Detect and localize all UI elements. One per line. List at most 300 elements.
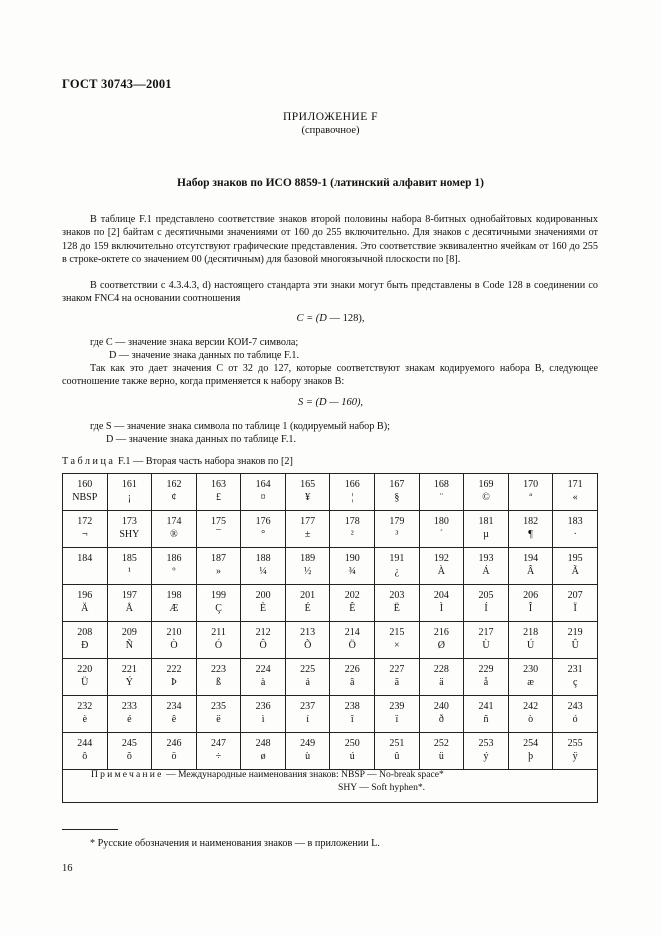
table-cell [152, 659, 197, 696]
char-glyph: ´ [439, 529, 444, 540]
char-glyph: ú [349, 751, 355, 762]
table-cell [196, 511, 241, 548]
char-code: 225 [300, 664, 316, 675]
char-code: 236 [255, 701, 271, 712]
char-glyph: ® [170, 529, 178, 540]
char-code: 182 [523, 516, 539, 527]
char-glyph: õ [126, 751, 132, 762]
char-code: 205 [478, 590, 494, 601]
char-glyph: ê [171, 714, 177, 725]
char-glyph: µ [483, 529, 489, 540]
table-cell [196, 696, 241, 733]
char-glyph: ì [261, 714, 265, 725]
char-code: 248 [255, 738, 271, 749]
char-code: 234 [166, 701, 182, 712]
char-code: 163 [211, 479, 227, 490]
table-row [63, 659, 598, 696]
char-code: 254 [523, 738, 539, 749]
char-glyph: Þ [171, 677, 177, 688]
table-caption-text: F.1 — Вторая часть набора знаков по [2] [115, 456, 293, 467]
char-glyph: Û [571, 640, 579, 651]
where-s: где S — значение знака символа по таблице 1 (кодируемый набор В); [90, 421, 390, 432]
char-glyph: à [260, 677, 266, 688]
table-cell [241, 659, 286, 696]
char-code: 178 [344, 516, 360, 527]
where-d2: D — значение знака данных по таблице F.1. [106, 434, 297, 445]
char-code: 170 [523, 479, 539, 490]
char-glyph: ¦ [351, 492, 354, 503]
table-cell [508, 511, 553, 548]
char-code: 179 [389, 516, 405, 527]
char-code: 232 [77, 701, 93, 712]
char-code: 228 [433, 664, 449, 675]
char-glyph: NBSP [72, 492, 98, 503]
table-cell [196, 659, 241, 696]
char-code: 183 [567, 516, 583, 527]
table-cell [107, 696, 152, 733]
char-code: 165 [300, 479, 316, 490]
table-cell [419, 474, 464, 511]
table-caption-prefix: Таблица [62, 456, 116, 467]
char-glyph: · [573, 529, 577, 540]
char-code: 211 [211, 627, 226, 638]
char-code: 227 [389, 664, 405, 675]
table-cell [107, 474, 152, 511]
char-glyph: º [172, 566, 176, 577]
table-cell [464, 696, 509, 733]
char-code: 213 [300, 627, 316, 638]
char-code: 223 [211, 664, 227, 675]
table-row [63, 585, 598, 622]
section-title: Набор знаков по ИСО 8859-1 (латинский алфавит номер 1) [177, 177, 484, 189]
char-glyph: Â [526, 566, 535, 577]
char-glyph: Ø [437, 640, 446, 651]
char-glyph: ¾ [348, 566, 356, 577]
char-glyph: ß [216, 677, 222, 688]
table-cell [63, 659, 108, 696]
table-cell [464, 474, 509, 511]
table-cell [285, 548, 330, 585]
char-glyph: Ü [81, 677, 89, 688]
table-cell [464, 585, 509, 622]
char-code: 210 [166, 627, 182, 638]
char-code: 176 [255, 516, 271, 527]
char-code: 215 [389, 627, 405, 638]
document-header: ГОСТ 30743—2001 [62, 77, 172, 91]
table-cell [107, 585, 152, 622]
char-code: 168 [433, 479, 449, 490]
table-cell [330, 474, 375, 511]
char-glyph: ¿ [394, 566, 400, 577]
char-glyph: À [437, 566, 446, 577]
char-glyph: ë [216, 714, 221, 725]
formula-s: S = (D — 160), [297, 397, 364, 408]
char-code: 208 [77, 627, 93, 638]
char-glyph: Ú [526, 640, 535, 651]
char-glyph: Ý [125, 677, 133, 688]
char-glyph: Á [482, 566, 490, 577]
char-glyph: ° [261, 529, 266, 540]
char-glyph: â [350, 677, 355, 688]
char-glyph: ï [395, 714, 399, 725]
char-glyph: Å [125, 603, 133, 614]
char-glyph: Ã [571, 566, 579, 577]
footnote: * Русские обозначения и наименования знаков — в приложении L. [90, 838, 380, 849]
char-code: 219 [567, 627, 583, 638]
char-code: 197 [121, 590, 137, 601]
char-code: 174 [166, 516, 182, 527]
formula-c-rhs: — 128), [326, 313, 365, 324]
char-code: 166 [344, 479, 360, 490]
char-glyph: é [127, 714, 132, 725]
char-code: 201 [300, 590, 316, 601]
char-code: 217 [478, 627, 494, 638]
table-cell [508, 548, 553, 585]
table-cell [152, 548, 197, 585]
table-cell [419, 659, 464, 696]
table-cell [553, 474, 598, 511]
table-cell [553, 548, 598, 585]
char-code: 242 [523, 701, 539, 712]
char-glyph: ð [438, 714, 444, 725]
char-code: 249 [300, 738, 316, 749]
char-glyph: ª [529, 492, 532, 503]
table-cell [107, 659, 152, 696]
char-glyph: æ [527, 677, 534, 688]
table-cell [419, 696, 464, 733]
table-cell [63, 474, 108, 511]
table-cell [63, 696, 108, 733]
char-code: 192 [433, 553, 449, 564]
table-cell [241, 696, 286, 733]
table-cell [241, 548, 286, 585]
table-cell [419, 548, 464, 585]
char-code: 253 [478, 738, 494, 749]
table-cell [375, 622, 420, 659]
char-glyph: î [350, 714, 354, 725]
table-cell [152, 474, 197, 511]
char-code: 181 [478, 516, 494, 527]
table-cell [152, 622, 197, 659]
char-code: 239 [389, 701, 405, 712]
char-code: 233 [121, 701, 137, 712]
char-code: 235 [211, 701, 227, 712]
char-code: 193 [478, 553, 494, 564]
note-prefix: Примечание [91, 769, 164, 780]
table-cell [63, 548, 108, 585]
char-code: 204 [433, 590, 449, 601]
table-cell [285, 474, 330, 511]
char-glyph: ø [260, 751, 266, 762]
char-code: 230 [523, 664, 539, 675]
char-glyph: « [572, 492, 578, 503]
char-glyph: Ï [573, 603, 577, 614]
char-code: 172 [77, 516, 93, 527]
char-glyph: ò [528, 714, 534, 725]
char-code: 238 [344, 701, 360, 712]
char-code: 171 [567, 479, 583, 490]
table-cell [107, 548, 152, 585]
char-code: 190 [344, 553, 360, 564]
char-code: 164 [255, 479, 271, 490]
char-glyph: Ë [393, 603, 400, 614]
char-glyph: ³ [395, 529, 399, 540]
char-code: 218 [523, 627, 539, 638]
table-note [62, 762, 598, 803]
table-cell [152, 585, 197, 622]
table-cell [285, 696, 330, 733]
table-cell [464, 511, 509, 548]
char-glyph: © [482, 492, 490, 503]
char-glyph: Ò [170, 640, 178, 651]
char-code: 250 [344, 738, 360, 749]
char-code: 180 [433, 516, 449, 527]
formula-c [0, 313, 661, 324]
table-cell [107, 511, 152, 548]
char-glyph: á [305, 677, 310, 688]
char-code: 237 [300, 701, 316, 712]
char-glyph: Õ [304, 640, 312, 651]
char-code: 214 [344, 627, 360, 638]
char-glyph: ñ [483, 714, 489, 725]
char-glyph: È [260, 603, 267, 614]
char-code: 202 [344, 590, 360, 601]
footnote-rule [62, 829, 118, 830]
char-glyph: ô [82, 751, 88, 762]
table-cell [330, 696, 375, 733]
char-glyph: å [483, 677, 489, 688]
char-glyph: ¤ [260, 492, 266, 503]
table-cell [63, 622, 108, 659]
char-glyph: Ó [214, 640, 223, 651]
char-code: 247 [211, 738, 227, 749]
char-code: 196 [77, 590, 93, 601]
table-row [63, 622, 598, 659]
char-code: 243 [567, 701, 583, 712]
char-glyph: ¯ [216, 529, 222, 540]
char-glyph: Í [484, 603, 488, 614]
table-row [63, 548, 598, 585]
char-glyph: û [394, 751, 400, 762]
char-code: 200 [255, 590, 271, 601]
char-code: 209 [121, 627, 137, 638]
paragraph-intro: В таблице F.1 представлено соответствие знаков второй половины набора 8-битных однобайтовых кодированных знаков по [2] байтам с десятичными значениями от 160 до 255 включительно. Для знаков с десятичными значениями от 128 до 159 включительно отсутствуют графические представления. Это соответствие эквивалентно ячейкам от 160 до 255 в строке-октете со значением 00 (десятичным) для базовой многоязычной плоскости по [8]. [62, 214, 598, 266]
char-code: 198 [166, 590, 182, 601]
table-cell [508, 622, 553, 659]
table-cell [553, 622, 598, 659]
char-glyph: í [306, 714, 310, 725]
char-code: 173 [121, 516, 137, 527]
char-glyph: Ñ [125, 640, 133, 651]
char-code: 240 [433, 701, 449, 712]
table-cell [241, 511, 286, 548]
char-code: 162 [166, 479, 182, 490]
char-code: 216 [433, 627, 449, 638]
char-code: 188 [255, 553, 271, 564]
table-cell [464, 659, 509, 696]
table-cell [285, 585, 330, 622]
table-cell [330, 622, 375, 659]
char-glyph: ½ [303, 566, 312, 577]
char-glyph: ¶ [528, 529, 533, 540]
char-code: 255 [567, 738, 583, 749]
table-cell [107, 622, 152, 659]
table-cell [419, 511, 464, 548]
page-number: 16 [62, 863, 73, 874]
char-glyph: Ç [215, 603, 222, 614]
table-cell [508, 474, 553, 511]
char-glyph: ¼ [259, 566, 267, 577]
char-code: 222 [166, 664, 182, 675]
char-code: 191 [389, 553, 405, 564]
char-glyph: É [304, 603, 311, 614]
char-glyph: ÿ [572, 751, 578, 762]
char-glyph: Ô [259, 640, 267, 651]
note-line-1 [91, 769, 444, 780]
where-d1: D — значение знака данных по таблице F.1. [109, 350, 300, 361]
char-glyph: ± [304, 529, 311, 540]
char-code: 184 [77, 553, 93, 564]
table-cell [375, 659, 420, 696]
char-code: 189 [300, 553, 316, 564]
char-glyph: Ä [81, 603, 89, 614]
table-row [63, 696, 598, 733]
table-cell [508, 585, 553, 622]
table-cell [330, 548, 375, 585]
char-glyph: Æ [169, 603, 179, 614]
char-code: 195 [567, 553, 583, 564]
table-cell [508, 659, 553, 696]
table-cell [196, 622, 241, 659]
table-cell [152, 696, 197, 733]
char-glyph: è [82, 714, 88, 725]
char-code: 185 [121, 553, 137, 564]
char-code: 245 [121, 738, 137, 749]
char-glyph: ¢ [171, 492, 177, 503]
table-cell [375, 585, 420, 622]
char-glyph: ç [572, 677, 578, 688]
char-code: 207 [567, 590, 583, 601]
char-code: 231 [567, 664, 583, 675]
char-code: 167 [389, 479, 405, 490]
note-line-2: SHY — Soft hyphen*. [338, 782, 426, 793]
char-code: 199 [211, 590, 227, 601]
char-glyph: þ [528, 751, 534, 762]
char-glyph: ² [350, 529, 354, 540]
character-table [62, 473, 598, 770]
char-code: 187 [211, 553, 227, 564]
table-cell [419, 622, 464, 659]
table-row [63, 474, 598, 511]
char-code: 212 [255, 627, 271, 638]
char-code: 244 [77, 738, 93, 749]
char-glyph: ý [483, 751, 489, 762]
char-glyph: ¨ [439, 492, 444, 503]
table-row [63, 511, 598, 548]
char-glyph: ä [439, 677, 444, 688]
table-cell [196, 474, 241, 511]
table-cell [285, 622, 330, 659]
table-cell [464, 622, 509, 659]
table-cell [196, 548, 241, 585]
char-code: 206 [523, 590, 539, 601]
table-cell [375, 548, 420, 585]
table-cell [196, 585, 241, 622]
where-c: где С — значение знака версии КОИ-7 символа; [90, 337, 299, 348]
table-cell [241, 585, 286, 622]
appendix-title: ПРИЛОЖЕНИЕ F [282, 111, 379, 123]
table-cell [375, 511, 420, 548]
char-code: 221 [121, 664, 137, 675]
appendix-subtitle: (справочное) [301, 125, 360, 136]
table-cell [375, 474, 420, 511]
char-glyph: ¬ [81, 529, 88, 540]
table-cell [553, 585, 598, 622]
char-glyph: ã [394, 677, 400, 688]
char-glyph: £ [216, 492, 222, 503]
char-code: 177 [300, 516, 316, 527]
char-code: 161 [121, 479, 137, 490]
char-glyph: Ì [439, 603, 444, 614]
char-glyph: ü [438, 751, 444, 762]
char-glyph: ö [171, 751, 177, 762]
char-glyph: Ð [81, 640, 89, 651]
char-glyph: ¥ [305, 492, 311, 503]
char-glyph: ÷ [215, 751, 222, 762]
char-code: 224 [255, 664, 271, 675]
char-glyph: Ö [348, 640, 356, 651]
char-glyph: ¡ [127, 492, 132, 503]
table-cell [553, 511, 598, 548]
table-cell [553, 696, 598, 733]
char-glyph: SHY [119, 529, 140, 540]
table-cell [241, 622, 286, 659]
char-code: 194 [523, 553, 539, 564]
char-code: 160 [77, 479, 93, 490]
char-glyph: § [394, 492, 400, 503]
table-cell [63, 585, 108, 622]
char-glyph: ó [572, 714, 578, 725]
char-code: 251 [389, 738, 405, 749]
char-glyph: Ê [349, 603, 356, 614]
paragraph-set-b: Так как это дает значения С от 32 до 127, которые соответствуют знакам кодируемого набора В, следующее соотношение также верно, когда применяется к набору знаков В: [62, 363, 598, 388]
table-cell [330, 511, 375, 548]
char-glyph: × [394, 640, 400, 651]
table-caption [62, 456, 293, 467]
char-glyph: Ù [482, 640, 490, 651]
table-cell [63, 511, 108, 548]
char-code: 220 [77, 664, 93, 675]
char-code: 203 [389, 590, 405, 601]
table-cell [419, 585, 464, 622]
table-cell [508, 696, 553, 733]
table-cell [241, 474, 286, 511]
formula-c-lhs: C = (D [296, 313, 327, 324]
table-cell [553, 659, 598, 696]
paragraph-code128: В соответствии с 4.3.4.3, d) настоящего стандарта эти знаки могут быть представлены в Code 128 в соединении со знаком FNC4 на основании соотношения [62, 280, 598, 305]
char-glyph: ù [305, 751, 311, 762]
table-cell [330, 585, 375, 622]
table-cell [330, 659, 375, 696]
char-code: 229 [478, 664, 494, 675]
table-cell [464, 548, 509, 585]
char-code: 246 [166, 738, 182, 749]
char-glyph: Î [528, 603, 533, 614]
char-code: 169 [478, 479, 494, 490]
table-cell [285, 659, 330, 696]
note-text-1: — Международные наименования знаков: NBSP — No-break space* [163, 769, 444, 780]
char-code: 175 [211, 516, 227, 527]
